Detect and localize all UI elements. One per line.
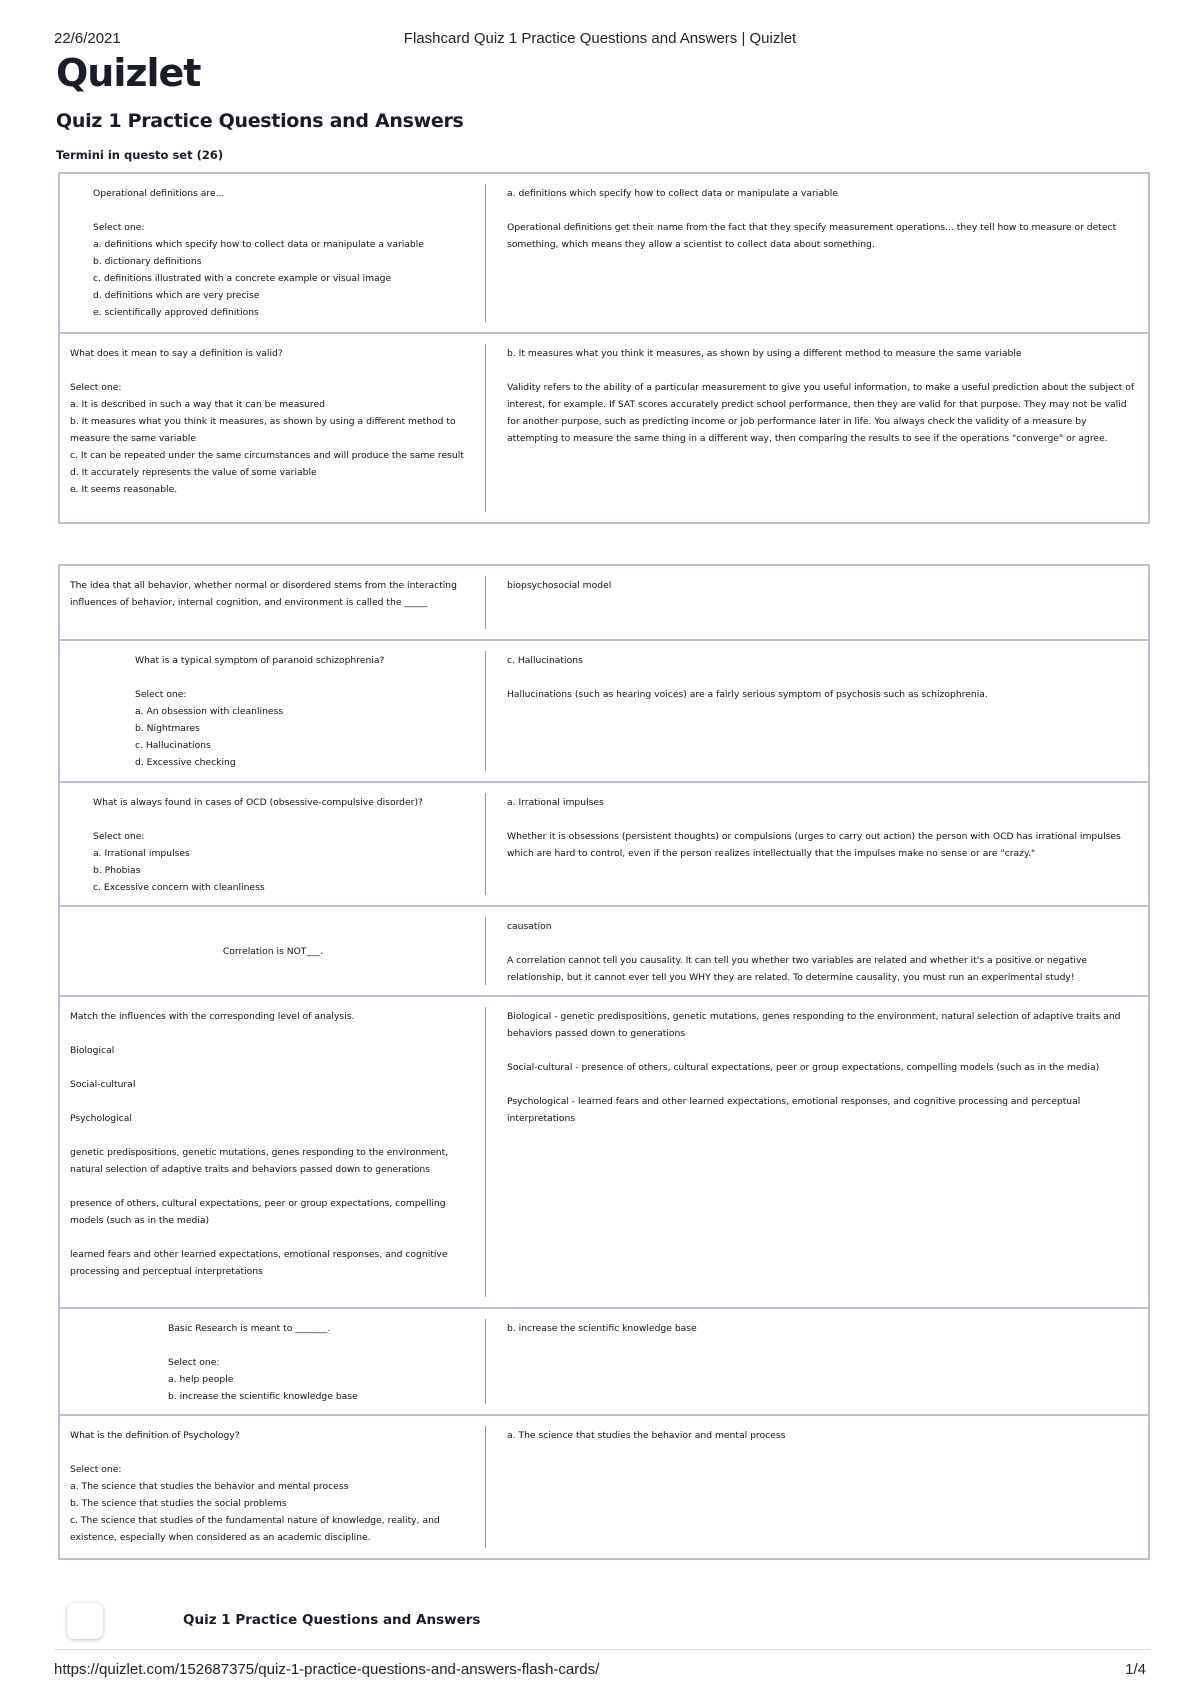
- print-document-title: Flashcard Quiz 1 Practice Questions and Answers | Quizlet: [403, 30, 797, 47]
- card-definition: a. definitions which specify how to collect data or manipulate a variable Operational definitions get their name from the fact that they specify measurement operations... they tell how to measure or detect something, which means they allow a scientist to collect data about something.: [507, 188, 1117, 250]
- flashcard: [60, 332, 1148, 522]
- card-group: [58, 564, 1150, 1560]
- card-definition: Biological - genetic predispositions, genetic mutations, genes responding to the environment, natural selection of adaptive traits and behaviors passed down to generations Social-cultural - presence of others, cultural expectations, peer or group expectations, compelling models (such as in the media) Psychological - learned fears and other learned expectations, emotional responses, and cognitive processing and perceptual interpretations: [507, 1011, 1121, 1124]
- study-set-promo[interactable]: [64, 1603, 664, 1643]
- card-term: Basic Research is meant to _______. Select one: a. help people b. increase the scientific knowledge base: [168, 1323, 358, 1402]
- flashcard: [60, 1414, 1148, 1558]
- flashcard: [60, 905, 1148, 995]
- flashcard: [60, 781, 1148, 905]
- card-divider: [485, 793, 486, 895]
- card-term: What is always found in cases of OCD (obsessive-compulsive disorder)? Select one: a. Irrational impulses b. Phobias c. Excessive concern with cleanliness: [93, 797, 423, 893]
- card-divider: [485, 344, 486, 512]
- card-divider: [485, 651, 486, 771]
- card-definition: b. increase the scientific knowledge base: [507, 1323, 697, 1334]
- card-definition: causation A correlation cannot tell you causality. It can tell you whether two variables are related and whether it's a positive or negative relationship, but it cannot ever tell you WHY they are related. To determine causality, you must run an experimental study!: [507, 921, 1088, 983]
- card-definition: c. Hallucinations Hallucinations (such as hearing voices) are a fairly serious symptom of psychosis such as schizophrenia.: [507, 655, 988, 700]
- card-definition: biopsychosocial model: [507, 580, 612, 591]
- card-group: [58, 172, 1150, 524]
- promo-title[interactable]: Quiz 1 Practice Questions and Answers: [183, 1612, 481, 1628]
- page-number: 1/4: [1125, 1661, 1146, 1678]
- set-thumbnail[interactable]: [67, 1603, 103, 1639]
- quizlet-logo[interactable]: Quizlet: [56, 51, 201, 95]
- print-date: 22/6/2021: [54, 30, 121, 47]
- card-term: What is a typical symptom of paranoid schizophrenia? Select one: a. An obsession with cleanliness b. Nightmares c. Hallucinations d. Excessive checking: [135, 655, 385, 768]
- card-term: Correlation is NOT___.: [222, 945, 324, 957]
- card-definition: b. It measures what you think it measures, as shown by using a different method to measure the same variable Validity refers to the ability of a particular measurement to give you useful information, to make a useful prediction about the subject of interest, for example. If SAT scores accurately predict school performance, then they are valid for that purpose. They may not be valid for another purpose, such as predicting income or job performance later in life. You always check the validity of a measure by attempting to measure the same thing in a different way, then comparing the results to see if the operations "converge" or agree.: [507, 348, 1135, 444]
- set-title: Quiz 1 Practice Questions and Answers: [56, 110, 464, 132]
- card-divider: [485, 917, 486, 985]
- flashcard: [60, 174, 1148, 332]
- card-term: Match the influences with the corresponding level of analysis. Biological Social-cultural Psychological genetic predispositions, genetic mutations, genes responding to the environment, natural selection of adaptive traits and behaviors passed down to generations presence of others, cultural expectations, peer or group expectations, compelling models (such as in the media) learned fears and other learned expectations, emotional responses, and cognitive processing and perceptual interpretations: [70, 1011, 449, 1277]
- print-header: [54, 30, 1146, 50]
- card-definition: a. The science that studies the behavior and mental process: [507, 1430, 786, 1441]
- footer-divider: [54, 1649, 1150, 1650]
- terms-count: Termini in questo set (26): [56, 148, 224, 162]
- flashcard: [60, 566, 1148, 639]
- card-term: What does it mean to say a definition is valid? Select one: a. It is described in such a way that it can be measured b. It measures what you think it measures, as shown by using a different method to measure the same variable c. It can be repeated under the same circumstances and will produce the same result d. It accurately represents the value of some variable e. It seems reasonable.: [70, 348, 464, 495]
- print-footer: [54, 1661, 1146, 1681]
- flashcard: [60, 1307, 1148, 1414]
- card-divider: [485, 1007, 486, 1297]
- card-term: Operational definitions are... Select one: a. definitions which specify how to collect data or manipulate a variable b. dictionary definitions c. definitions illustrated with a concrete example or visual image d. definitions which are very precise e. scientifically approved definitions: [93, 188, 424, 318]
- print-url: https://quizlet.com/152687375/quiz-1-practice-questions-and-answers-flash-cards/: [54, 1661, 600, 1678]
- card-definition: a. Irrational impulses Whether it is obsessions (persistent thoughts) or compulsions (urges to carry out action) the person with OCD has irrational impulses which are hard to control, even if the person realizes intellectually that the impulses make no sense or are "crazy.": [507, 797, 1121, 859]
- flashcard: [60, 995, 1148, 1307]
- card-divider: [485, 1319, 486, 1404]
- card-divider: [485, 184, 486, 322]
- card-term: The idea that all behavior, whether normal or disordered stems from the interacting influences of behavior, internal cognition, and environment is called the _____: [70, 580, 457, 608]
- card-term: What is the definition of Psychology? Select one: a. The science that studies the behavior and mental process b. The science that studies the social problems c. The science that studies of the fundamental nature of knowledge, reality, and existence, especially when considered as an academic discipline.: [70, 1430, 440, 1543]
- card-divider: [485, 1426, 486, 1548]
- flashcard: [60, 639, 1148, 781]
- card-divider: [485, 576, 486, 629]
